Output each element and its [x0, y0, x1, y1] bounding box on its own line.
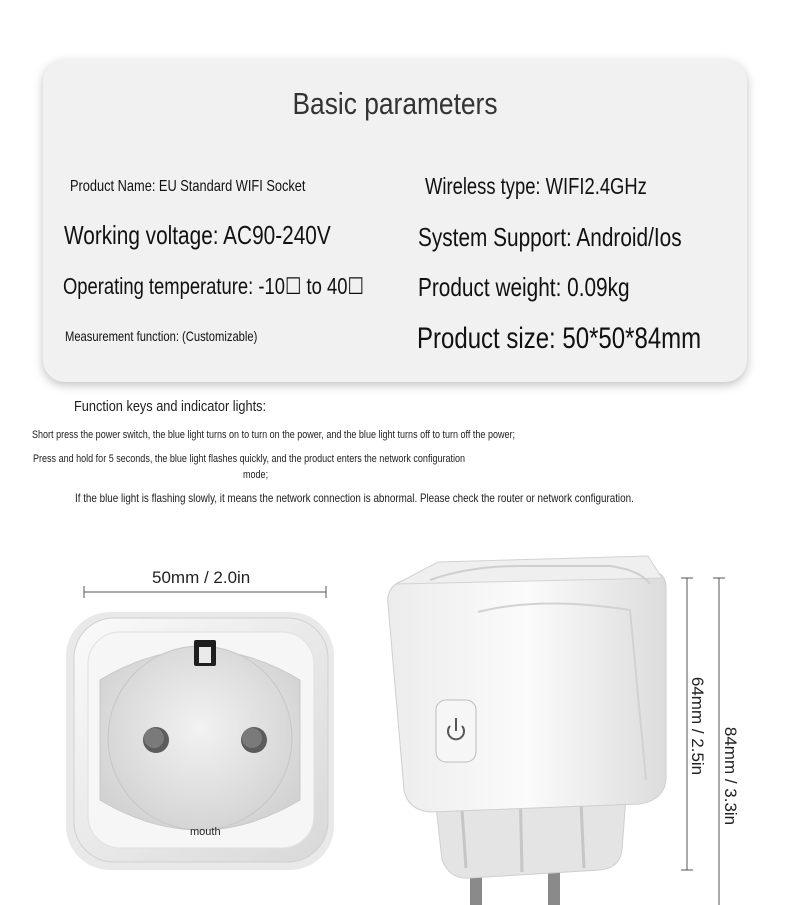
- param-measurement-function: Measurement function: (Customizable): [65, 328, 258, 344]
- param-system-support: System Support: Android/Ios: [418, 222, 682, 252]
- function-line-hold: Press and hold for 5 seconds, the blue light flashes quickly, and the product enters the network configuration: [33, 453, 466, 465]
- function-line-slow-flash: If the blue light is flashing slowly, it means the network connection is abnormal. Please check the router or network configuration.: [75, 491, 634, 505]
- card-title: Basic parameters: [292, 86, 498, 121]
- function-line-short-press: Short press the power switch, the blue light turns on to turn on the power, and the blue light turns off to turn off the power;: [32, 429, 516, 441]
- socket-mouth-label: mouth: [190, 826, 221, 838]
- body-height-label: 64mm / 2.5in: [688, 676, 708, 776]
- socket-side-view: [388, 556, 666, 905]
- param-operating-temperature: Operating temperature: -10☐ to 40☐: [63, 273, 364, 299]
- width-dimension-label: 50mm / 2.0in: [152, 568, 251, 587]
- param-wireless-type: Wireless type: WIFI2.4GHz: [425, 173, 647, 199]
- total-height-label: 84mm / 3.3in: [721, 726, 741, 826]
- function-keys-heading: Function keys and indicator lights:: [74, 398, 267, 415]
- param-product-name: Product Name: EU Standard WIFI Socket: [70, 178, 306, 195]
- function-line-hold-cont: mode;: [243, 469, 269, 481]
- param-working-voltage: Working voltage: AC90-240V: [64, 220, 331, 250]
- param-product-size: Product size: 50*50*84mm: [417, 322, 702, 355]
- param-product-weight: Product weight: 0.09kg: [418, 272, 630, 302]
